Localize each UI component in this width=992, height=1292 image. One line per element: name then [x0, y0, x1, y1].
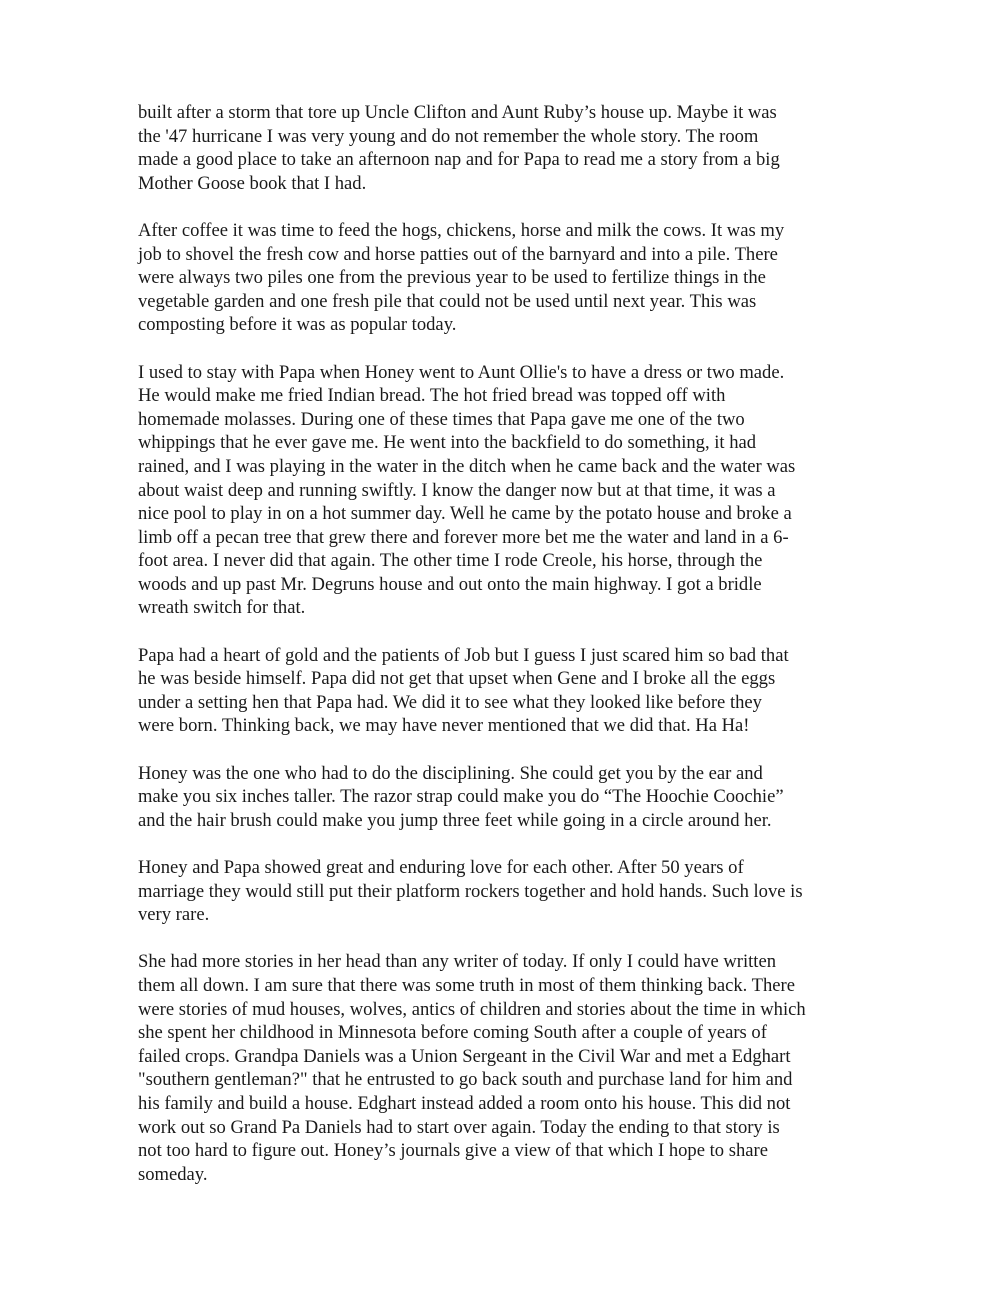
- text-line: woods and up past Mr. Degruns house and out onto the main highway. I got a bridle: [138, 573, 762, 595]
- paragraph: [138, 950, 868, 1186]
- text-line: limb off a pecan tree that grew there and forever more bet me the water and land in a 6-: [138, 526, 789, 548]
- text-line: foot area. I never did that again. The other time I rode Creole, his horse, through the: [138, 550, 763, 572]
- paragraph: [138, 644, 868, 738]
- text-line: he was beside himself. Papa did not get that upset when Gene and I broke all the eggs: [138, 668, 776, 690]
- text-line: his family and build a house. Edghart instead added a room onto his house. This did not: [138, 1092, 791, 1114]
- text-line: homemade molasses. During one of these times that Papa gave me one of the two: [138, 408, 745, 430]
- text-line: failed crops. Grandpa Daniels was a Union Sergeant in the Civil War and met a Edghart: [138, 1045, 791, 1067]
- text-line: built after a storm that tore up Uncle Clifton and Aunt Ruby’s house up. Maybe it was: [138, 102, 777, 123]
- text-line: them all down. I am sure that there was some truth in most of them thinking back. There: [138, 974, 796, 996]
- text-line: were always two piles one from the previous year to be used to fertilize things in the: [138, 267, 766, 289]
- text-line: the '47 hurricane I was very young and do not remember the whole story. The room: [138, 125, 759, 147]
- text-line: job to shovel the fresh cow and horse patties out of the barnyard and into a pile. There: [138, 243, 778, 265]
- text-line: very rare.: [138, 904, 210, 926]
- paragraph: [138, 762, 868, 833]
- text-line: "southern gentleman?" that he entrusted to go back south and purchase land for him and: [138, 1069, 793, 1091]
- text-line: made a good place to take an afternoon nap and for Papa to read me a story from a big: [138, 149, 780, 171]
- text-line: and the hair brush could make you jump three feet while going in a circle around her.: [138, 809, 772, 831]
- text-line: Honey and Papa showed great and enduring love for each other. After 50 years of: [138, 857, 744, 878]
- paragraph: [138, 219, 868, 337]
- text-line: Papa had a heart of gold and the patients of Job but I guess I just scared him so bad that: [138, 644, 789, 666]
- text-line: marriage they would still put their platform rockers together and hold hands. Such love is: [138, 880, 803, 902]
- text-line: wreath switch for that.: [138, 597, 306, 619]
- text-line: were stories of mud houses, wolves, antics of children and stories about the time in which: [138, 998, 806, 1020]
- text-line: were born. Thinking back, we may have never mentioned that we did that. Ha Ha!: [138, 715, 750, 737]
- paragraph: [138, 101, 868, 195]
- text-line: not too hard to figure out. Honey’s journals give a view of that which I hope to share: [138, 1140, 768, 1162]
- text-line: composting before it was as popular today.: [138, 314, 457, 336]
- text-line: Mother Goose book that I had.: [138, 172, 367, 194]
- paragraph: [138, 361, 868, 621]
- text-line: I used to stay with Papa when Honey went to Aunt Ollie's to have a dress or two made.: [138, 361, 785, 383]
- text-line: about waist deep and running swiftly. I know the danger now but at that time, it was a: [138, 479, 776, 501]
- text-line: She had more stories in her head than any writer of today. If only I could have written: [138, 951, 777, 973]
- text-line: vegetable garden and one fresh pile that could not be used until next year. This was: [138, 290, 757, 312]
- text-line: rained, and I was playing in the water in the ditch when he came back and the water was: [138, 455, 796, 477]
- text-line: work out so Grand Pa Daniels had to start over again. Today the ending to that story is: [138, 1116, 780, 1138]
- text-line: under a setting hen that Papa had. We did it to see what they looked like before they: [138, 691, 762, 713]
- text-line: someday.: [138, 1163, 208, 1185]
- text-line: Honey was the one who had to do the disciplining. She could get you by the ear and: [138, 762, 763, 784]
- document-body: [138, 101, 868, 1210]
- text-line: After coffee it was time to feed the hogs, chickens, horse and milk the cows. It was my: [138, 219, 785, 241]
- text-line: whippings that he ever gave me. He went into the backfield to do something, it had: [138, 432, 757, 454]
- text-line: make you six inches taller. The razor strap could make you do “The Hoochie Coochie”: [138, 786, 784, 808]
- text-line: she spent her childhood in Minnesota before coming South after a couple of years of: [138, 1022, 767, 1044]
- paragraph: [138, 856, 868, 927]
- text-line: nice pool to play in on a hot summer day. Well he came by the potato house and broke a: [138, 503, 792, 525]
- text-line: He would make me fried Indian bread. The hot fried bread was topped off with: [138, 385, 726, 407]
